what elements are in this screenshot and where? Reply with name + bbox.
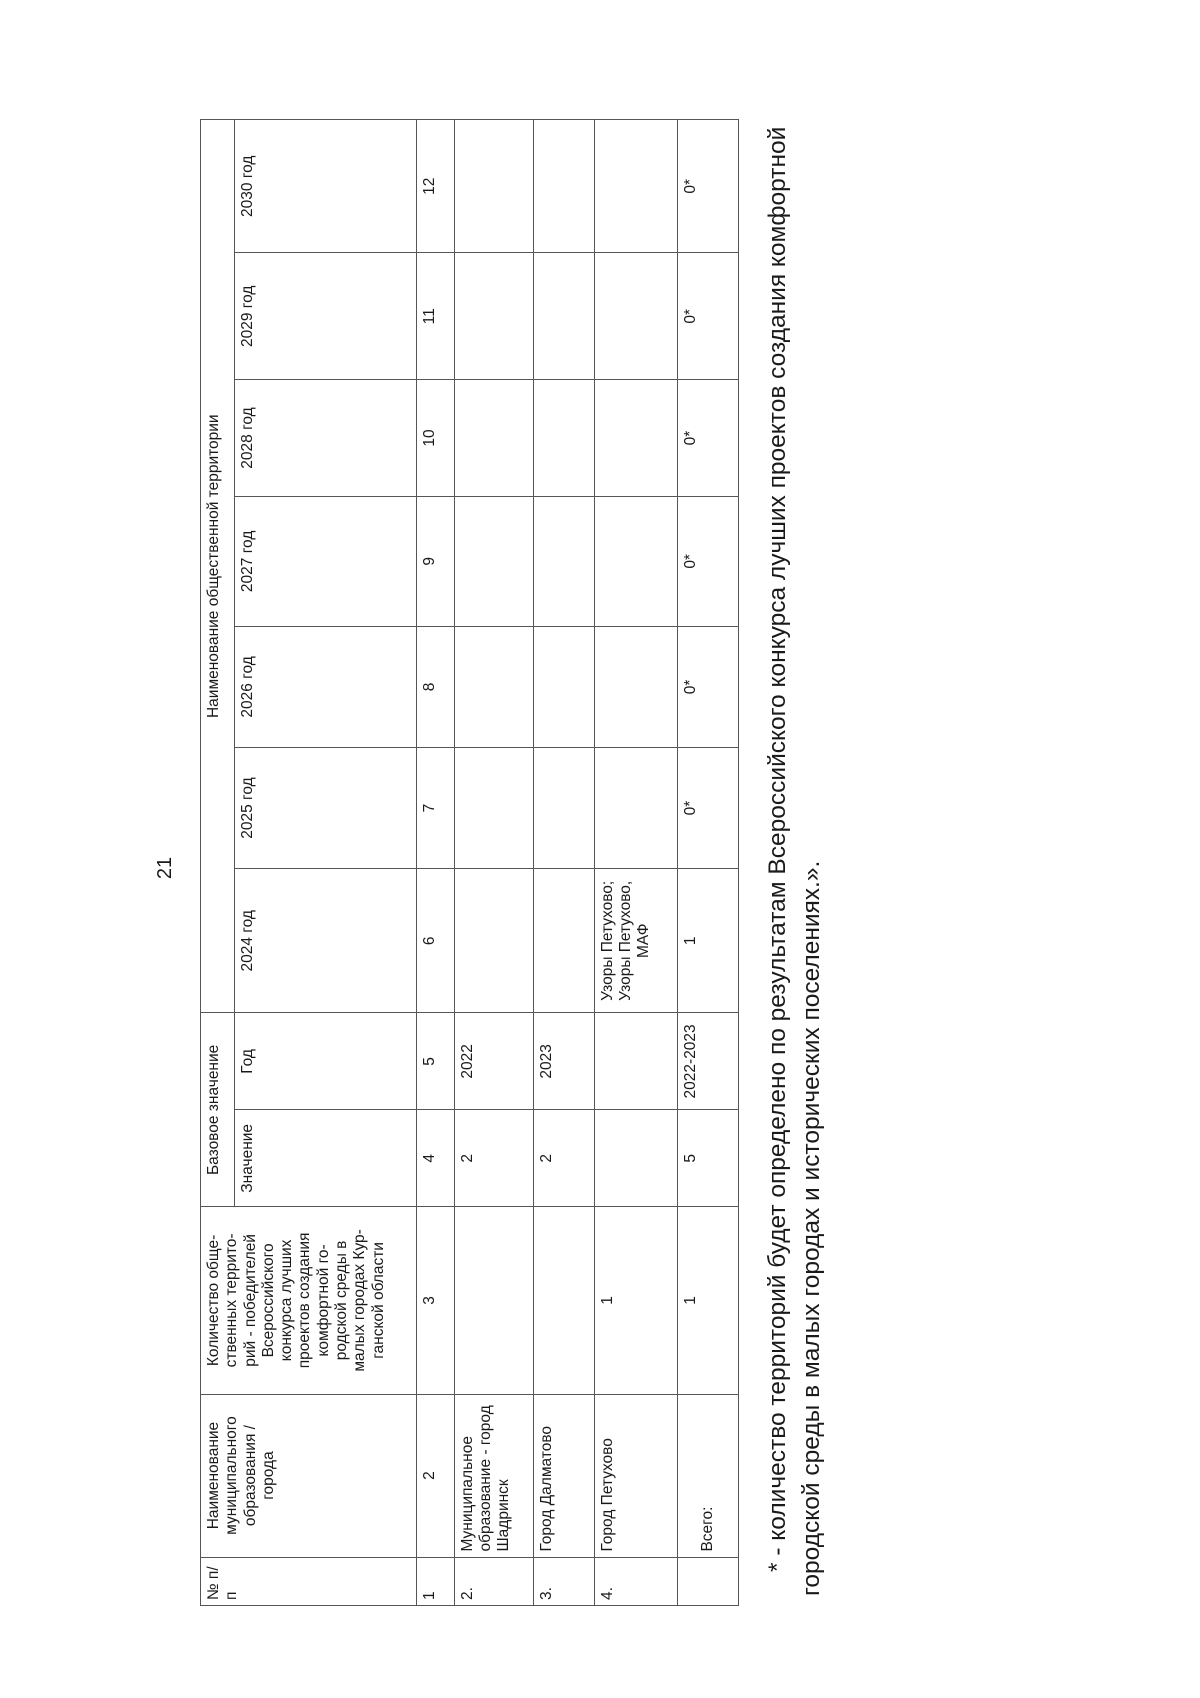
row-municipality: Город Петухово bbox=[594, 1394, 677, 1557]
header-count-line: родской среды в bbox=[332, 1240, 350, 1361]
row-base-year: 2023 bbox=[533, 1013, 594, 1110]
row-year-cell bbox=[533, 120, 594, 253]
page-number: 21 bbox=[154, 856, 176, 880]
header-year-2029: 2029 год bbox=[234, 253, 417, 380]
row-year-cell bbox=[533, 747, 594, 868]
column-number: 9 bbox=[417, 496, 454, 626]
row-num: 2. bbox=[454, 1557, 533, 1605]
row-num: 4. bbox=[594, 1557, 677, 1605]
row-year-cell bbox=[594, 380, 677, 497]
header-count-line: комфортной го- bbox=[314, 1244, 332, 1357]
row-year-cell bbox=[533, 380, 594, 497]
header-year-2026: 2026 год bbox=[234, 626, 417, 747]
header-year-2024: 2024 год bbox=[234, 869, 417, 1013]
column-number: 7 bbox=[417, 747, 454, 868]
row-base-year: 2022 bbox=[454, 1013, 533, 1110]
footnote bbox=[761, 106, 829, 1596]
row-year-cell bbox=[454, 747, 533, 868]
total-year-cell: 0* bbox=[678, 380, 739, 497]
column-number: 6 bbox=[417, 869, 454, 1013]
column-number: 4 bbox=[417, 1110, 454, 1207]
table-row bbox=[454, 120, 533, 1606]
total-label: Всего: bbox=[678, 1394, 739, 1557]
row-year-cell bbox=[594, 496, 677, 626]
footnote-text: * - количество территорий будет определено по результатам Всероссийского конкурса лучших проектов создания комфортной городской среды в малых городах и исторических поселениях.». bbox=[764, 126, 825, 1596]
row-base-value bbox=[594, 1110, 677, 1207]
total-num bbox=[678, 1557, 739, 1605]
table-row bbox=[533, 120, 594, 1606]
row-territory-2024: Узоры Петухово; Узоры Петухово, МАФ bbox=[594, 869, 677, 1013]
row-year-cell bbox=[454, 626, 533, 747]
column-number: 12 bbox=[417, 120, 454, 253]
row-year-cell bbox=[533, 496, 594, 626]
header-count-line: рий - победителей bbox=[241, 1234, 259, 1367]
header-base-value: Базовое значение bbox=[201, 1013, 235, 1207]
row-year-cell bbox=[454, 253, 533, 380]
header-count bbox=[201, 1207, 417, 1394]
header-count-line: Всероссийского bbox=[259, 1243, 277, 1358]
header-municipality: Наименование муниципального образования / города bbox=[201, 1394, 417, 1557]
row-base-year bbox=[594, 1013, 677, 1110]
total-year-cell: 0* bbox=[678, 496, 739, 626]
total-year-cell: 0* bbox=[678, 120, 739, 253]
header-count-line: ганской области bbox=[369, 1242, 387, 1359]
row-num: 3. bbox=[533, 1557, 594, 1605]
row-year-cell bbox=[533, 869, 594, 1013]
row-year-cell bbox=[533, 626, 594, 747]
header-count-line: ственных террито- bbox=[223, 1233, 241, 1368]
header-count-line: конкурса лучших bbox=[278, 1239, 296, 1362]
header-count-line: малых городах Кур- bbox=[351, 1229, 369, 1372]
column-number: 5 bbox=[417, 1013, 454, 1110]
header-value: Значение bbox=[234, 1110, 417, 1207]
header-year-2025: 2025 год bbox=[234, 747, 417, 868]
column-number: 1 bbox=[417, 1557, 454, 1605]
total-base-year: 2022-2023 bbox=[678, 1013, 739, 1110]
row-count: 1 bbox=[594, 1207, 677, 1394]
row-municipality: Муниципальное образование - город Шадринск bbox=[454, 1394, 533, 1557]
header-count-line: Количество обще- bbox=[205, 1234, 222, 1367]
row-year-cell bbox=[594, 747, 677, 868]
row-year-cell bbox=[454, 120, 533, 253]
row-year-cell bbox=[454, 380, 533, 497]
total-year-cell: 1 bbox=[678, 869, 739, 1013]
total-row bbox=[678, 120, 739, 1606]
column-number: 3 bbox=[417, 1207, 454, 1394]
column-number: 2 bbox=[417, 1394, 454, 1557]
header-year-2027: 2027 год bbox=[234, 496, 417, 626]
row-base-value: 2 bbox=[533, 1110, 594, 1207]
row-count bbox=[454, 1207, 533, 1394]
indicators-table bbox=[200, 119, 739, 1606]
row-count bbox=[533, 1207, 594, 1394]
header-year: Год bbox=[234, 1013, 417, 1110]
table-row bbox=[594, 120, 677, 1606]
header-year-2028: 2028 год bbox=[234, 380, 417, 497]
header-year-2030: 2030 год bbox=[234, 120, 417, 253]
total-count: 1 bbox=[678, 1207, 739, 1394]
row-municipality: Город Далматово bbox=[533, 1394, 594, 1557]
row-year-cell bbox=[454, 496, 533, 626]
row-base-value: 2 bbox=[454, 1110, 533, 1207]
column-number-row bbox=[417, 120, 454, 1606]
row-year-cell bbox=[594, 253, 677, 380]
total-year-cell: 0* bbox=[678, 253, 739, 380]
row-year-cell bbox=[533, 253, 594, 380]
column-number: 8 bbox=[417, 626, 454, 747]
header-territory: Наименование общественной территории bbox=[201, 120, 235, 1013]
total-year-cell: 0* bbox=[678, 747, 739, 868]
header-num: № п/п bbox=[201, 1557, 417, 1605]
row-year-cell bbox=[594, 120, 677, 253]
column-number: 11 bbox=[417, 253, 454, 380]
total-year-cell: 0* bbox=[678, 626, 739, 747]
header-count-line: проектов создания bbox=[296, 1232, 314, 1369]
row-year-cell bbox=[594, 626, 677, 747]
row-year-cell bbox=[454, 869, 533, 1013]
column-number: 10 bbox=[417, 380, 454, 497]
total-base-value: 5 bbox=[678, 1110, 739, 1207]
